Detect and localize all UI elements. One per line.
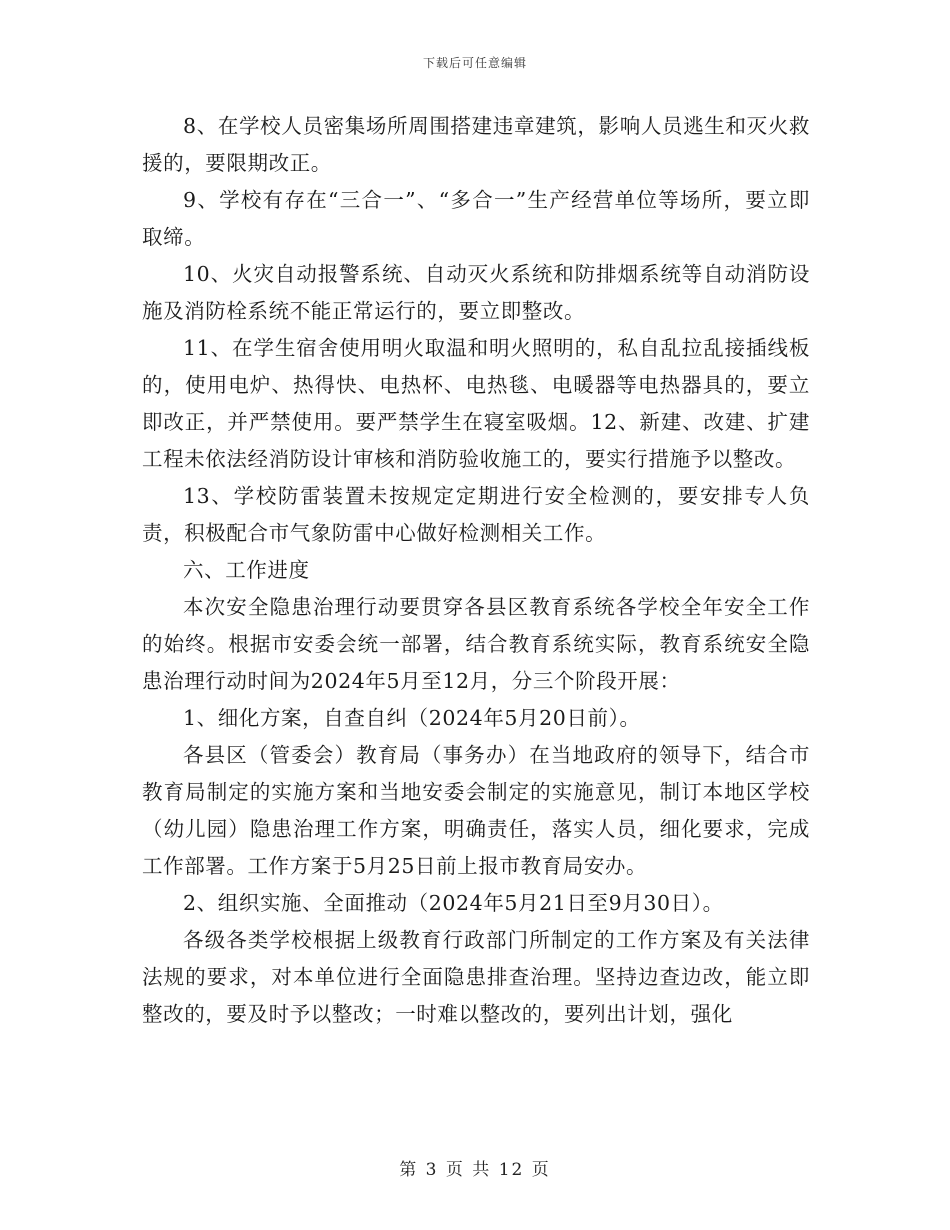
page-header: 下载后可任意编辑 [422, 56, 527, 70]
page-number: 第 3 页 共 12 页 [399, 1160, 551, 1180]
section-heading: 六、工作进度 [183, 558, 310, 582]
paragraph-schedule-intro: 本次安全隐患治理行动要贯穿各县区教育系统各学校全年安全工作的始终。根据市安委会统一部署，结合教育系统实际，教育系统安全隐患治理行动时间为2024年5月至12月，分三个阶段开展： [142, 595, 810, 693]
paragraph-stage-2-title: 2、组织实施、全面推动（2024年5月21日至9月30日）。 [183, 891, 724, 915]
paragraph-stage-1-title: 1、细化方案，自查自纠（2024年5月20日前）。 [183, 706, 641, 730]
paragraph-stage-2-body: 各级各类学校根据上级教育行政部门所制定的工作方案及有关法律法规的要求，对本单位进行全面隐患排查治理。坚持边查边改，能立即整改的，要及时予以整改；一时难以整改的，要列出计划，强化 [142, 928, 810, 1026]
paragraph-stage-1-body: 各县区（管委会）教育局（事务办）在当地政府的领导下，结合市教育局制定的实施方案和当地安委会制定的实施意见，制订本地区学校（幼儿园）隐患治理工作方案，明确责任，落实人员，细化要求，完成工作部署。工作方案于5月25日前上报市教育局安办。 [142, 743, 810, 878]
paragraph-item-13: 13、学校防雷装置未按规定定期进行安全检测的，要安排专人负责，积极配合市气象防雷中心做好检测相关工作。 [142, 484, 810, 545]
document-body [142, 108, 810, 1033]
paragraph-item-9: 9、学校有存在“三合一”、“多合一”生产经营单位等场所，要立即取缔。 [142, 188, 810, 249]
paragraph-item-8: 8、在学校人员密集场所周围搭建违章建筑，影响人员逃生和灭火救援的，要限期改正。 [142, 114, 810, 175]
paragraph-item-11-12: 11、在学生宿舍使用明火取温和明火照明的，私自乱拉乱接插线板的，使用电炉、热得快、电热杯、电热毯、电暖器等电热器具的，要立即改正，并严禁使用。要严禁学生在寝室吸烟。12、新建、改建、扩建工程未依法经消防设计审核和消防验收施工的，要实行措施予以整改。 [142, 336, 810, 471]
paragraph-item-10: 10、火灾自动报警系统、自动灭火系统和防排烟系统等自动消防设施及消防栓系统不能正常运行的，要立即整改。 [142, 262, 810, 323]
